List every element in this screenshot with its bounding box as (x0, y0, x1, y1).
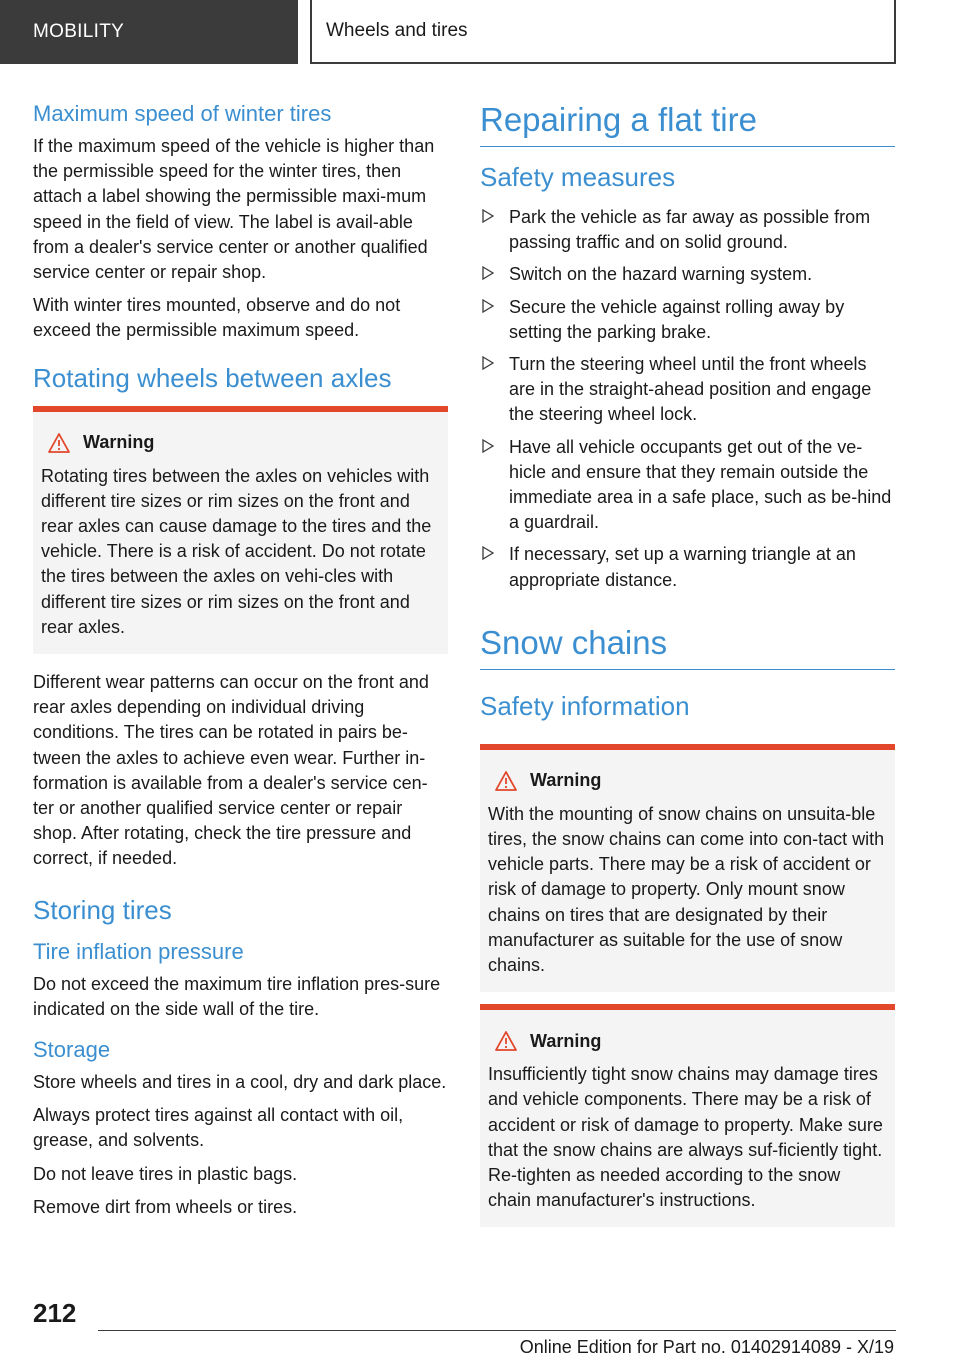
warning-box-rotating (33, 406, 448, 654)
bullet-triangle-icon (482, 266, 494, 280)
header-chapter: Wheels and tires (310, 0, 896, 64)
list-item-text: Switch on the hazard warning system. (509, 264, 813, 285)
safety-measures-list (480, 205, 895, 593)
heading-safety-information: Safety information (480, 690, 690, 721)
list-item-text: Secure the vehicle against rolling away by setting the parking brake. (509, 296, 845, 342)
paragraph-storage-1: Store wheels and tires in a cool, dry and dark place. (33, 1072, 447, 1093)
heading-inflation: Tire inflation pressure (33, 938, 244, 964)
warning-box-snow-1 (480, 744, 895, 992)
warning-text: With the mounting of snow chains on unsuita-ble tires, the snow chains can come into con-tact with vehicle parts. There may be a risk of accident or risk of damage to property. Only mount snow chains on tires that are designated by their manufacturer as suitable for the use of snow chains. (488, 803, 885, 976)
bullet-triangle-icon (482, 439, 494, 453)
paragraph-inflation: Do not exceed the maximum tire inflation pres-sure indicated on the side wall of the tire. (33, 973, 441, 1019)
header-section: MOBILITY (0, 0, 298, 64)
list-item-text: Have all vehicle occupants get out of the ve-hicle and ensure that they remain outside the immediate area in a safe place, such as be-hind a guardrail. (509, 436, 892, 533)
bullet-triangle-icon (482, 546, 494, 560)
list-item-text: Park the vehicle as far away as possible from passing traffic and on solid ground. (509, 207, 871, 253)
warning-triangle-icon (490, 770, 524, 792)
paragraph-storage-2: Always protect tires against all contact with oil, grease, and solvents. (33, 1105, 404, 1151)
heading-safety-measures: Safety measures (480, 162, 676, 192)
warning-title: Warning (530, 1030, 602, 1051)
page-number: 212 (33, 1298, 77, 1328)
list-item-text: If necessary, set up a warning triangle at an appropriate distance. (509, 544, 856, 590)
heading-storing: Storing tires (33, 894, 172, 925)
warning-header (41, 432, 440, 454)
paragraph-storage-4: Remove dirt from wheels or tires. (33, 1196, 298, 1217)
bullet-triangle-icon (482, 299, 494, 313)
warning-title: Warning (83, 432, 155, 453)
bullet-triangle-icon (482, 209, 494, 223)
paragraph-storage-3: Do not leave tires in plastic bags. (33, 1163, 298, 1184)
warning-box-snow-2 (480, 1004, 895, 1227)
left-column (33, 100, 448, 1228)
warning-header (488, 770, 887, 792)
heading-rotating: Rotating wheels between axles (33, 362, 392, 393)
warning-text: Insufficiently tight snow chains may damage tires and vehicle components. There may be a risk of accident or risk of damage to property. Make sure that the snow chains are always suf-ficiently tight. Re-tighten as needed according to the snow chain manufacturer's instructions. (488, 1064, 883, 1211)
list-item (480, 262, 895, 287)
bullet-triangle-icon (482, 356, 494, 370)
paragraph-winter-2: With winter tires mounted, observe and do not exceed the permissible maximum speed. (33, 295, 401, 341)
warning-text: Rotating tires between the axles on vehicles with different tire sizes or rim sizes on the front and rear axles can cause damage to the tires and the vehicle. There is a risk of accident. Do not rotate the tires between the axles on vehi-cles with different tire sizes or rim sizes on the front and rear axles. (41, 465, 432, 637)
list-item (480, 542, 895, 592)
list-item (480, 205, 895, 255)
heading-flat-tire: Repairing a flat tire (480, 100, 895, 147)
paragraph-rotating: Different wear patterns can occur on the front and rear axles depending on individual driving conditions. The tires can be rotated in pairs be-tween the axles to achieve even wear. Further in-formation is available from a dealer's service cen-ter or another qualified service center or repair shop. After rotating, check the tire pressure and correct, if needed. (33, 672, 429, 869)
list-item (480, 352, 895, 428)
footer-edition: Online Edition for Part no. 01402914089 - X/19 (519, 1337, 894, 1357)
right-column (480, 100, 895, 1243)
warning-triangle-icon (43, 432, 77, 454)
paragraph-winter-1: If the maximum speed of the vehicle is higher than the permissible speed for the winter tires, then attach a label showing the permissible maxi-mum speed in the field of view. The label is avail-able from a dealer's service center or another qualified service center or repair shop. (33, 136, 435, 283)
footer-divider (98, 1330, 896, 1331)
list-item-text: Turn the steering wheel until the front wheels are in the straight-ahead position and engage the steering wheel lock. (509, 354, 872, 425)
list-item (480, 295, 895, 345)
heading-snow-chains: Snow chains (480, 623, 895, 670)
heading-winter-speed: Maximum speed of winter tires (33, 101, 332, 126)
list-item (480, 435, 895, 536)
warning-triangle-icon (490, 1030, 524, 1052)
heading-storage: Storage (33, 1037, 111, 1063)
warning-header (488, 1030, 887, 1052)
warning-title: Warning (530, 770, 602, 791)
